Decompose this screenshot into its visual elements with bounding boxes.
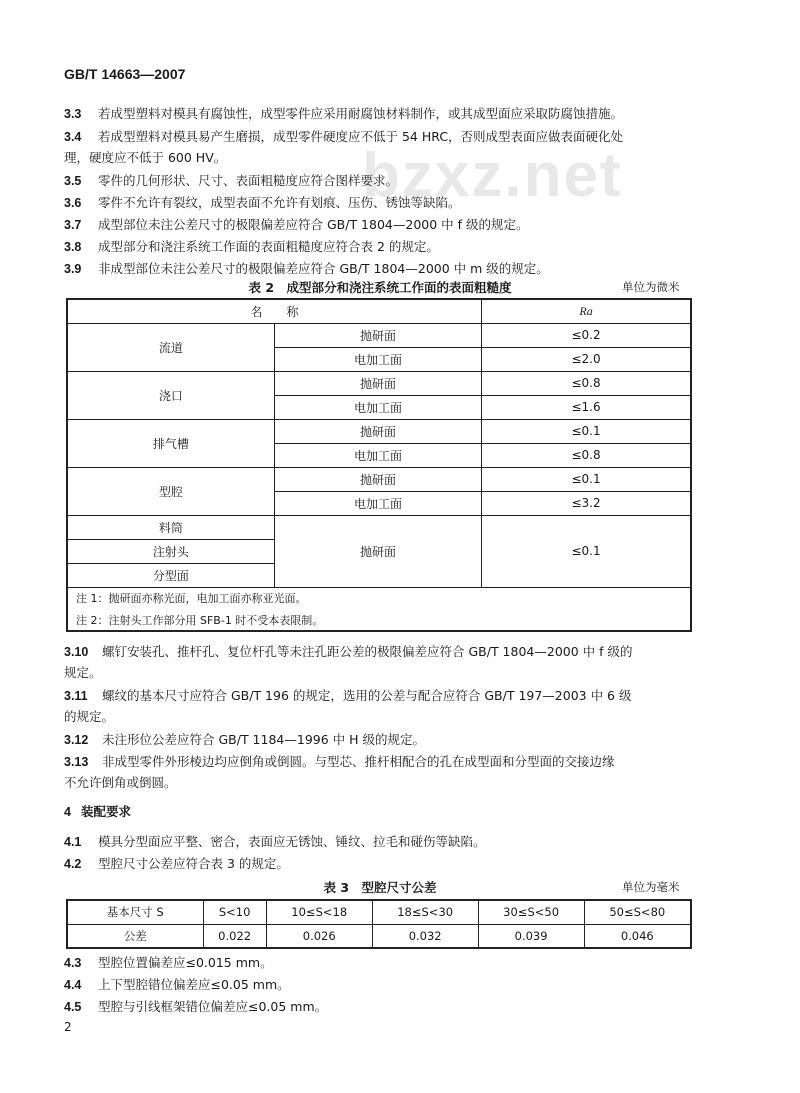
row-method: 电加工面 xyxy=(274,347,481,371)
row-method: 抛研面 xyxy=(274,371,481,395)
row-ra: ≤2.0 xyxy=(482,347,691,371)
clause-3-3: 3.3 若成型塑料对模具有腐蚀性，成型零件应采用耐腐蚀材料制作，或其成型面应采取防腐蚀措施。 xyxy=(64,106,624,121)
row-method: 抛研面 xyxy=(274,323,481,347)
clause-4-2: 4.2 型腔尺寸公差应符合表 3 的规定。 xyxy=(64,856,289,871)
table-note: 注 1：抛研面亦称光面，电加工面亦称亚光面。 xyxy=(67,587,691,609)
table-row xyxy=(67,924,691,948)
row-name: 流道 xyxy=(67,323,274,371)
tolerance-cell: 0.026 xyxy=(266,924,372,948)
clause-4-1: 4.1 模具分型面应平整、密合，表面应无锈蚀、锤纹、拉毛和碰伤等缺陷。 xyxy=(64,834,486,849)
clause-3-10: 3.10 螺钉安装孔、推杆孔、复位杆孔等未注孔距公差的极限偏差应符合 GB/T 1804—2000 中 f 级的 xyxy=(64,644,633,659)
clause-3-4-cont: 理，硬度应不低于 600 HV。 xyxy=(64,150,227,165)
row-ra: ≤0.1 xyxy=(482,467,691,491)
group-ra: ≤0.1 xyxy=(482,515,691,587)
table-row xyxy=(67,900,691,924)
table-note-row xyxy=(67,609,691,631)
row-label: 公差 xyxy=(67,924,203,948)
table-row xyxy=(67,467,691,491)
clause-3-11: 3.11 螺纹的基本尺寸应符合 GB/T 196 的规定，选用的公差与配合应符合 GB/T 197—2003 中 6 级 xyxy=(64,688,632,703)
watermark-logo: bzxz.net xyxy=(362,141,623,210)
row-label: 基本尺寸 S xyxy=(67,900,203,924)
table-row xyxy=(67,515,691,539)
tolerance-cell: 0.039 xyxy=(478,924,584,948)
tolerance-cell: 0.022 xyxy=(203,924,266,948)
table-row xyxy=(67,419,691,443)
row-ra: ≤0.8 xyxy=(482,371,691,395)
clause-3-10-cont: 规定。 xyxy=(64,665,102,680)
table2-caption: 表 2 成型部分和浇注系统工作面的表面粗糙度 xyxy=(248,280,512,295)
row-ra: ≤0.1 xyxy=(482,419,691,443)
range-cell: 50≤S<80 xyxy=(584,900,691,924)
row-ra: ≤3.2 xyxy=(482,491,691,515)
clause-4-4: 4.4 上下型腔错位偏差应≤0.05 mm。 xyxy=(64,977,290,992)
clause-3-12: 3.12 未注形位公差应符合 GB/T 1184—1996 中 H 级的规定。 xyxy=(64,732,425,747)
table-row xyxy=(67,371,691,395)
clause-3-8: 3.8 成型部分和浇注系统工作面的表面粗糙度应符合表 2 的规定。 xyxy=(64,239,439,254)
group-method: 抛研面 xyxy=(274,515,481,587)
table-note: 注 2：注射头工作部分用 SFB-1 时不受本表限制。 xyxy=(67,609,691,631)
clause-3-13: 3.13 非成型零件外形棱边均应倒角或倒圆。与型芯、推杆相配合的孔在成型面和分型面的交接边缘 xyxy=(64,754,615,769)
table3-unit: 单位为毫米 xyxy=(622,880,680,894)
row-method: 电加工面 xyxy=(274,395,481,419)
group-name: 料筒 xyxy=(67,515,274,539)
standard-number: GB/T 14663—2007 xyxy=(64,66,186,82)
row-name: 型腔 xyxy=(67,467,274,515)
clause-3-7: 3.7 成型部位未注公差尺寸的极限偏差应符合 GB/T 1804—2000 中 f 级的规定。 xyxy=(64,217,529,232)
clause-3-4: 3.4 若成型塑料对模具易产生磨损，成型零件硬度应不低于 54 HRC，否则成型表面应做表面硬化处 xyxy=(64,129,624,144)
cavity-tolerance-table xyxy=(66,899,692,949)
table-note-row xyxy=(67,587,691,609)
section-heading: 4 装配要求 xyxy=(64,804,131,819)
clause-3-5: 3.5 零件的几何形状、尺寸、表面粗糙度应符合图样要求。 xyxy=(64,173,399,188)
range-cell: 30≤S<50 xyxy=(478,900,584,924)
clause-4-5: 4.5 型腔与引线框架错位偏差应≤0.05 mm。 xyxy=(64,999,328,1014)
range-cell: S<10 xyxy=(203,900,266,924)
row-name: 排气槽 xyxy=(67,419,274,467)
row-method: 抛研面 xyxy=(274,419,481,443)
header-name: 名 称 xyxy=(67,299,482,323)
clause-3-9: 3.9 非成型部位未注公差尺寸的极限偏差应符合 GB/T 1804—2000 中 m 级的规定。 xyxy=(64,261,549,276)
range-cell: 18≤S<30 xyxy=(372,900,478,924)
clause-3-11-cont: 的规定。 xyxy=(64,709,115,724)
row-ra: ≤1.6 xyxy=(482,395,691,419)
tolerance-cell: 0.046 xyxy=(584,924,691,948)
clause-3-13-cont: 不允许倒角或倒圆。 xyxy=(64,775,177,790)
page-number: 2 xyxy=(64,1020,72,1034)
group-name: 注射头 xyxy=(67,539,274,563)
row-method: 电加工面 xyxy=(274,491,481,515)
row-method: 电加工面 xyxy=(274,443,481,467)
table-row xyxy=(67,323,691,347)
table3-caption: 表 3 型腔尺寸公差 xyxy=(323,880,437,895)
row-name: 浇口 xyxy=(67,371,274,419)
row-ra: ≤0.8 xyxy=(482,443,691,467)
group-name: 分型面 xyxy=(67,563,274,587)
range-cell: 10≤S<18 xyxy=(266,900,372,924)
clause-4-3: 4.3 型腔位置偏差应≤0.015 mm。 xyxy=(64,955,273,970)
header-ra: Ra xyxy=(482,299,691,323)
row-method: 抛研面 xyxy=(274,467,481,491)
table2-unit: 单位为微米 xyxy=(622,280,680,294)
roughness-table xyxy=(66,298,692,632)
clause-3-6: 3.6 零件不允许有裂纹，成型表面不允许有划痕、压伤、锈蚀等缺陷。 xyxy=(64,195,461,210)
tolerance-cell: 0.032 xyxy=(372,924,478,948)
row-ra: ≤0.2 xyxy=(482,323,691,347)
